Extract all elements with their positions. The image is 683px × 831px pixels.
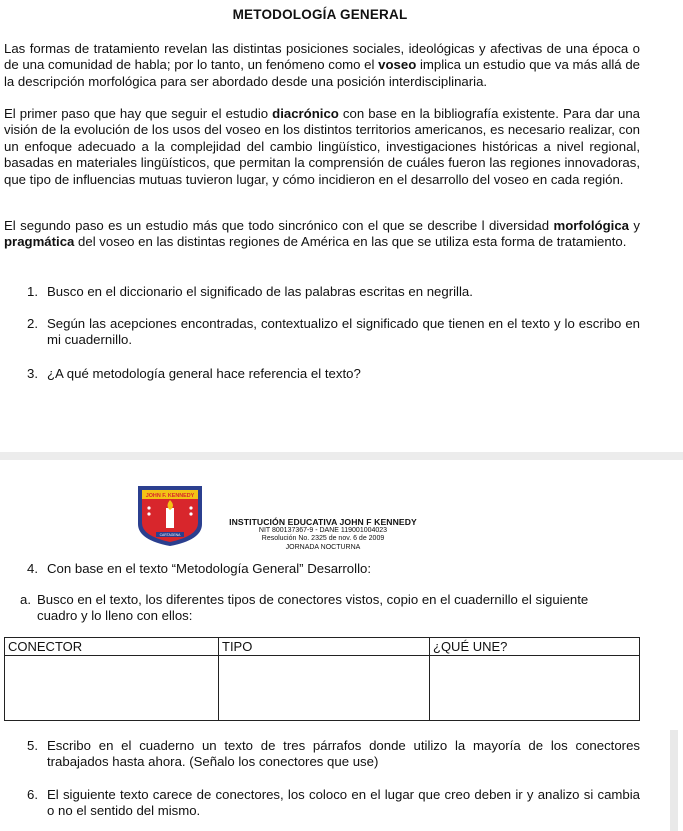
table-cell — [430, 656, 640, 721]
bold-term-diacronico: diacrónico — [272, 106, 339, 121]
table-row — [5, 656, 640, 721]
bold-term-pragmatica: pragmática — [4, 234, 75, 250]
header-que-une: ¿QUÉ UNE? — [430, 638, 640, 656]
question-3: 3. ¿A qué metodología general hace referencia el texto? — [27, 366, 361, 381]
table-cell — [5, 656, 219, 721]
question-2: 2. Según las acepciones encontradas, contextualizo el significado que tienen en el texto y lo escribo en mi cuadernillo. — [27, 316, 640, 348]
table-header-row — [5, 638, 640, 656]
school-logo — [136, 480, 204, 548]
paragraph-2: El primer paso que hay que seguir el estudio diacrónico con base en la bibliografía existente. Para dar una visión de la evolución de los usos del voseo en los distintos territorios americanos, es necesario realizar, con un enfoque adecuado a la complejidad del cambio lingüístico, investigaciones históricas a nivel regional, basadas en materiales lingüísticos, que permitan la comprensión de cuáles fueron las regiones innovadoras, que tipo de influencias mutuas tuvieron lugar, y cómo incidieron en el desarrollo del voseo en cada región. — [4, 106, 640, 187]
connectors-table — [4, 637, 640, 721]
institution-resolution: Resolución No. 2325 de nov. 6 de 2009 — [261, 535, 385, 543]
question-6: 6. El siguiente texto carece de conectores, los coloco en el lugar que creo deben ir y analizo si cambia o no el sentido del mismo. — [27, 787, 640, 819]
document-title: METODOLOGÍA GENERAL — [232, 7, 408, 22]
header-tipo: TIPO — [219, 638, 430, 656]
page-separator — [0, 452, 683, 460]
institution-header — [208, 517, 438, 552]
bold-term-voseo: voseo — [378, 57, 417, 73]
question-4: 4. Con base en el texto “Metodología General” Desarrollo: — [27, 561, 372, 576]
institution-shift: JORNADA NOCTURNA — [285, 543, 361, 551]
question-4a: a. Busco en el texto, los diferentes tipos de conectores vistos, copio en el cuadernillo el siguiente cuadro y lo lleno con ellos: — [20, 592, 589, 624]
question-1: 1. Busco en el diccionario el significado de las palabras escritas en negrilla. — [27, 284, 473, 299]
paragraph-1: Las formas de tratamiento revelan las distintas posiciones sociales, ideológicas y afectivas de una época o de una comunidad de habla; por lo tanto, un fenómeno como el voseo implica un estudio que va más allá de la descripción morfológica para ser abordado desde una posición interdisciplinaria. — [4, 41, 640, 89]
bold-term-morfologica: morfológica — [553, 218, 629, 233]
logo-subtext: CARTAGENA — [159, 533, 181, 537]
scrollbar[interactable] — [670, 730, 678, 831]
torch-icon — [166, 508, 174, 528]
paragraph-3: El segundo paso es un estudio más que todo sincrónico con el que se describe l diversidad morfológica y pragmática del voseo en las distintas regiones de América en las que se utiliza esta forma de tratamiento. — [4, 218, 640, 250]
question-5: 5. Escribo en el cuaderno un texto de tres párrafos donde utilizo la mayoría de los conectores trabajados hasta ahora. (Señalo los conectores que use) — [27, 738, 640, 770]
table-cell — [219, 656, 430, 721]
institution-name: INSTITUCIÓN EDUCATIVA JOHN F KENNEDY — [229, 517, 417, 527]
page-2 — [0, 460, 683, 831]
institution-nit: NIT 800137367-9 - DANE 119001004023 — [258, 527, 388, 534]
logo-text: JOHN F. KENNEDY — [145, 493, 195, 499]
header-conector: CONECTOR — [5, 638, 219, 656]
